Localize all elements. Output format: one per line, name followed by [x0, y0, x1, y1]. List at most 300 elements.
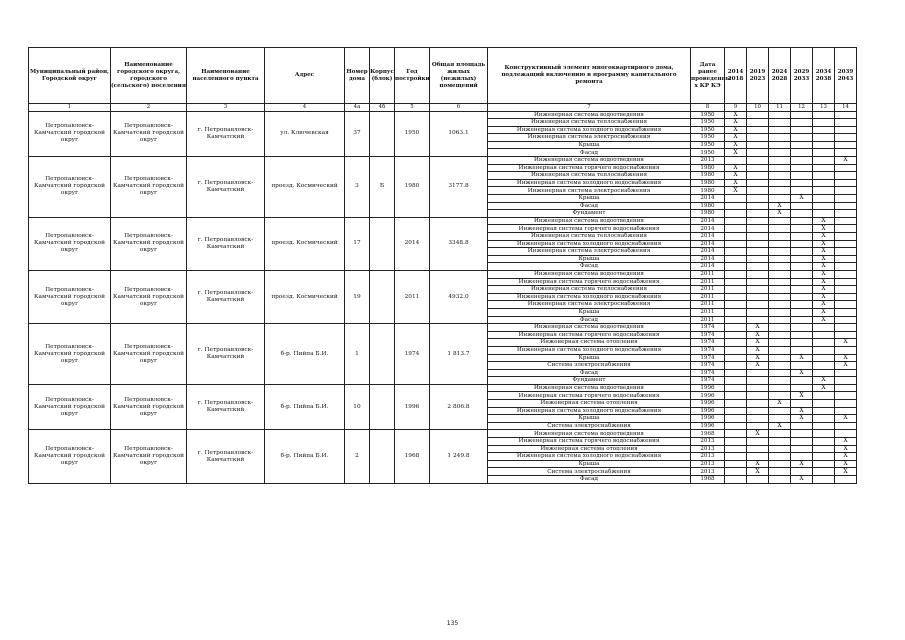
period-1-mark-cell: Х	[725, 164, 747, 172]
prev-repair-cell: 2011	[691, 308, 725, 316]
element-cell: Инженерная система холодного водоснабжения	[488, 293, 691, 301]
table-row	[29, 384, 857, 392]
period-3-mark-cell	[769, 301, 791, 309]
period-2-mark-cell	[747, 286, 769, 294]
element-cell: Инженерная система горячего водоснабжения	[488, 278, 691, 286]
building-settlement-cell: Петропавловск-Камчатский городской округ	[111, 217, 187, 270]
period-5-mark-cell	[813, 339, 835, 347]
header-municipality: Муниципальный район, Городской округ	[29, 48, 111, 104]
column-number: 4а	[345, 104, 370, 112]
building-house-cell: 10	[345, 384, 370, 430]
period-2-mark-cell: Х	[747, 346, 769, 354]
period-4-mark-cell	[791, 301, 813, 309]
period-1-mark-cell	[725, 415, 747, 423]
period-4-mark-cell	[791, 263, 813, 271]
period-5-mark-cell	[813, 141, 835, 149]
building-building-cell: Б	[370, 157, 395, 218]
period-6-mark-cell	[835, 278, 857, 286]
element-cell: Инженерная система холодного водоснабжения	[488, 126, 691, 134]
period-4-mark-cell	[791, 270, 813, 278]
period-6-mark-cell	[835, 111, 857, 119]
period-4-mark-cell	[791, 225, 813, 233]
period-4-mark-cell	[791, 157, 813, 165]
building-area-cell: 1063.1	[430, 111, 488, 157]
period-3-mark-cell	[769, 225, 791, 233]
building-house-cell: 1	[345, 324, 370, 385]
period-3-mark-cell	[769, 331, 791, 339]
prev-repair-cell: 1980	[691, 187, 725, 195]
element-cell: Инженерная система холодного водоснабжения	[488, 407, 691, 415]
repair-program-table	[28, 47, 857, 484]
period-3-mark-cell	[769, 187, 791, 195]
element-cell: Крыша	[488, 460, 691, 468]
building-building-cell	[370, 384, 395, 430]
period-1-mark-cell	[725, 453, 747, 461]
period-2-mark-cell	[747, 384, 769, 392]
period-5-mark-cell	[813, 438, 835, 446]
period-6-mark-cell: Х	[835, 354, 857, 362]
period-5-mark-cell	[813, 445, 835, 453]
header-year: Год постройки	[395, 48, 430, 104]
period-3-mark-cell	[769, 149, 791, 157]
period-1-mark-cell	[725, 460, 747, 468]
period-3-mark-cell	[769, 362, 791, 370]
header-row	[29, 48, 857, 104]
column-number: 2	[111, 104, 187, 112]
period-3-mark-cell	[769, 134, 791, 142]
period-5-mark-cell: Х	[813, 286, 835, 294]
period-3-mark-cell	[769, 111, 791, 119]
prev-repair-cell: 1974	[691, 354, 725, 362]
period-4-mark-cell	[791, 217, 813, 225]
period-3-mark-cell: Х	[769, 400, 791, 408]
header-prev-repair: Дата ранее проведенны х КР КЭ	[691, 48, 725, 104]
period-3-mark-cell	[769, 316, 791, 324]
period-6-mark-cell	[835, 255, 857, 263]
period-4-mark-cell	[791, 331, 813, 339]
period-3-mark-cell	[769, 164, 791, 172]
period-3-mark-cell	[769, 346, 791, 354]
period-3-mark-cell	[769, 195, 791, 203]
prev-repair-cell: 1974	[691, 369, 725, 377]
period-5-mark-cell	[813, 422, 835, 430]
period-1-mark-cell	[725, 217, 747, 225]
element-cell: Фасад	[488, 316, 691, 324]
period-5-mark-cell	[813, 392, 835, 400]
period-5-mark-cell: Х	[813, 293, 835, 301]
period-3-mark-cell	[769, 286, 791, 294]
prev-repair-cell: 2011	[691, 278, 725, 286]
column-number: 1	[29, 104, 111, 112]
period-5-mark-cell	[813, 149, 835, 157]
prev-repair-cell: 2011	[691, 293, 725, 301]
table-body	[29, 111, 857, 483]
column-number: 4	[265, 104, 345, 112]
period-2-mark-cell	[747, 225, 769, 233]
period-2-mark-cell	[747, 111, 769, 119]
period-6-mark-cell	[835, 316, 857, 324]
element-cell: Инженерная система электроснабжения	[488, 187, 691, 195]
element-cell: Крыша	[488, 354, 691, 362]
column-number: 7	[488, 104, 691, 112]
period-4-mark-cell	[791, 111, 813, 119]
prev-repair-cell: 1996	[691, 407, 725, 415]
building-area-cell: 3177.8	[430, 157, 488, 218]
column-number: 6	[430, 104, 488, 112]
period-1-mark-cell	[725, 377, 747, 385]
period-1-mark-cell	[725, 195, 747, 203]
period-4-mark-cell	[791, 134, 813, 142]
period-6-mark-cell: Х	[835, 460, 857, 468]
period-5-mark-cell	[813, 460, 835, 468]
period-5-mark-cell: Х	[813, 308, 835, 316]
period-3-mark-cell	[769, 339, 791, 347]
period-1-mark-cell	[725, 354, 747, 362]
period-2-mark-cell	[747, 415, 769, 423]
period-5-mark-cell: Х	[813, 263, 835, 271]
period-3-mark-cell	[769, 308, 791, 316]
element-cell: Инженерная система водоотведения	[488, 157, 691, 165]
element-cell: Фасад	[488, 476, 691, 484]
period-4-mark-cell	[791, 119, 813, 127]
period-1-mark-cell: Х	[725, 126, 747, 134]
header-period-1: 2014 2018	[725, 48, 747, 104]
period-1-mark-cell	[725, 392, 747, 400]
period-2-mark-cell	[747, 126, 769, 134]
period-6-mark-cell	[835, 263, 857, 271]
period-1-mark-cell	[725, 369, 747, 377]
period-2-mark-cell	[747, 202, 769, 210]
period-3-mark-cell	[769, 157, 791, 165]
period-1-mark-cell	[725, 324, 747, 332]
period-2-mark-cell	[747, 422, 769, 430]
period-6-mark-cell	[835, 286, 857, 294]
building-address-cell: б-р. Пийпа Б.И.	[265, 430, 345, 483]
header-element: Конструктивный элемент многоквартирного дома, подлежащий включению в программу капитального ремонта	[488, 48, 691, 104]
building-year-cell: 1996	[395, 384, 430, 430]
building-house-cell: 37	[345, 111, 370, 157]
period-4-mark-cell	[791, 422, 813, 430]
prev-repair-cell: 1996	[691, 422, 725, 430]
table-row	[29, 270, 857, 278]
period-6-mark-cell: Х	[835, 438, 857, 446]
period-1-mark-cell: Х	[725, 179, 747, 187]
building-area-cell: 4932.0	[430, 270, 488, 323]
period-1-mark-cell: Х	[725, 119, 747, 127]
period-1-mark-cell	[725, 438, 747, 446]
period-4-mark-cell: Х	[791, 369, 813, 377]
period-1-mark-cell	[725, 210, 747, 218]
element-cell: Инженерная система отопления	[488, 339, 691, 347]
period-6-mark-cell	[835, 400, 857, 408]
period-3-mark-cell	[769, 430, 791, 438]
element-cell: Фасад	[488, 263, 691, 271]
period-4-mark-cell: Х	[791, 476, 813, 484]
building-address-cell: проезд. Космический	[265, 217, 345, 270]
period-6-mark-cell	[835, 179, 857, 187]
building-address-cell: б-р. Пийпа Б.И.	[265, 324, 345, 385]
prev-repair-cell: 1974	[691, 339, 725, 347]
period-5-mark-cell	[813, 172, 835, 180]
building-building-cell	[370, 217, 395, 270]
period-6-mark-cell	[835, 202, 857, 210]
period-1-mark-cell: Х	[725, 111, 747, 119]
element-cell: Инженерная система водоотведения	[488, 430, 691, 438]
element-cell: Фундамент	[488, 210, 691, 218]
element-cell: Инженерная система водоотведения	[488, 384, 691, 392]
period-2-mark-cell	[747, 407, 769, 415]
column-number: 4б	[370, 104, 395, 112]
period-5-mark-cell	[813, 415, 835, 423]
header-period-6: 2039 2043	[835, 48, 857, 104]
period-6-mark-cell: Х	[835, 453, 857, 461]
column-number: 13	[813, 104, 835, 112]
period-1-mark-cell	[725, 407, 747, 415]
building-house-cell: 3	[345, 157, 370, 218]
building-municipality-cell: Петропавловск-Камчатский городской округ	[29, 384, 111, 430]
period-2-mark-cell	[747, 187, 769, 195]
period-3-mark-cell	[769, 453, 791, 461]
period-4-mark-cell: Х	[791, 354, 813, 362]
period-1-mark-cell: Х	[725, 149, 747, 157]
period-1-mark-cell	[725, 255, 747, 263]
period-6-mark-cell: Х	[835, 362, 857, 370]
period-5-mark-cell	[813, 195, 835, 203]
building-building-cell	[370, 324, 395, 385]
period-4-mark-cell	[791, 233, 813, 241]
period-3-mark-cell: Х	[769, 202, 791, 210]
prev-repair-cell: 2014	[691, 233, 725, 241]
building-municipality-cell: Петропавловск-Камчатский городской округ	[29, 111, 111, 157]
element-cell: Система электроснабжения	[488, 468, 691, 476]
period-5-mark-cell: Х	[813, 255, 835, 263]
period-2-mark-cell: Х	[747, 331, 769, 339]
building-building-cell	[370, 270, 395, 323]
period-1-mark-cell: Х	[725, 134, 747, 142]
building-area-cell: 1 813.7	[430, 324, 488, 385]
element-cell: Инженерная система теплоснабжения	[488, 233, 691, 241]
column-number: 10	[747, 104, 769, 112]
element-cell: Крыша	[488, 255, 691, 263]
period-6-mark-cell	[835, 324, 857, 332]
period-2-mark-cell	[747, 400, 769, 408]
building-area-cell: 1 249.8	[430, 430, 488, 483]
period-4-mark-cell	[791, 286, 813, 294]
period-4-mark-cell	[791, 210, 813, 218]
period-6-mark-cell	[835, 270, 857, 278]
period-5-mark-cell	[813, 126, 835, 134]
period-5-mark-cell: Х	[813, 217, 835, 225]
building-locality-cell: г. Петропавловск-Камчатский	[187, 384, 265, 430]
period-6-mark-cell	[835, 293, 857, 301]
period-3-mark-cell	[769, 293, 791, 301]
building-settlement-cell: Петропавловск-Камчатский городской округ	[111, 430, 187, 483]
prev-repair-cell: 1974	[691, 377, 725, 385]
prev-repair-cell: 2011	[691, 270, 725, 278]
period-1-mark-cell	[725, 240, 747, 248]
period-1-mark-cell: Х	[725, 141, 747, 149]
period-5-mark-cell: Х	[813, 248, 835, 256]
period-3-mark-cell	[769, 270, 791, 278]
period-3-mark-cell	[769, 468, 791, 476]
period-3-mark-cell: Х	[769, 422, 791, 430]
period-6-mark-cell: Х	[835, 339, 857, 347]
element-cell: Инженерная система горячего водоснабжения	[488, 438, 691, 446]
period-5-mark-cell	[813, 354, 835, 362]
period-2-mark-cell	[747, 233, 769, 241]
period-3-mark-cell	[769, 255, 791, 263]
building-locality-cell: г. Петропавловск-Камчатский	[187, 157, 265, 218]
period-1-mark-cell	[725, 225, 747, 233]
period-1-mark-cell: Х	[725, 172, 747, 180]
period-2-mark-cell	[747, 157, 769, 165]
period-6-mark-cell: Х	[835, 415, 857, 423]
period-4-mark-cell	[791, 149, 813, 157]
period-2-mark-cell: Х	[747, 460, 769, 468]
period-2-mark-cell	[747, 179, 769, 187]
prev-repair-cell: 1974	[691, 362, 725, 370]
prev-repair-cell: 2013	[691, 157, 725, 165]
period-4-mark-cell	[791, 255, 813, 263]
period-3-mark-cell	[769, 179, 791, 187]
building-locality-cell: г. Петропавловск-Камчатский	[187, 270, 265, 323]
period-5-mark-cell: Х	[813, 233, 835, 241]
period-1-mark-cell	[725, 346, 747, 354]
period-5-mark-cell	[813, 331, 835, 339]
building-building-cell	[370, 111, 395, 157]
period-4-mark-cell: Х	[791, 415, 813, 423]
period-3-mark-cell	[769, 377, 791, 385]
building-settlement-cell: Петропавловск-Камчатский городской округ	[111, 324, 187, 385]
period-2-mark-cell	[747, 172, 769, 180]
prev-repair-cell: 1950	[691, 134, 725, 142]
period-2-mark-cell	[747, 164, 769, 172]
building-municipality-cell: Петропавловск-Камчатский городской округ	[29, 157, 111, 218]
period-3-mark-cell	[769, 126, 791, 134]
period-2-mark-cell: Х	[747, 354, 769, 362]
period-2-mark-cell	[747, 476, 769, 484]
prev-repair-cell: 1950	[691, 141, 725, 149]
period-3-mark-cell	[769, 217, 791, 225]
period-2-mark-cell	[747, 438, 769, 446]
prev-repair-cell: 1996	[691, 384, 725, 392]
period-2-mark-cell: Х	[747, 339, 769, 347]
prev-repair-cell: 2011	[691, 286, 725, 294]
column-number: 12	[791, 104, 813, 112]
period-5-mark-cell	[813, 187, 835, 195]
period-4-mark-cell: Х	[791, 195, 813, 203]
period-3-mark-cell	[769, 141, 791, 149]
period-5-mark-cell	[813, 157, 835, 165]
period-4-mark-cell	[791, 240, 813, 248]
period-2-mark-cell: Х	[747, 362, 769, 370]
period-5-mark-cell	[813, 468, 835, 476]
period-6-mark-cell	[835, 392, 857, 400]
period-6-mark-cell	[835, 240, 857, 248]
building-year-cell: 2011	[395, 270, 430, 323]
element-cell: Инженерная система теплоснабжения	[488, 286, 691, 294]
period-5-mark-cell: Х	[813, 316, 835, 324]
element-cell: Инженерная система горячего водоснабжения	[488, 392, 691, 400]
period-5-mark-cell	[813, 362, 835, 370]
element-cell: Инженерная система электроснабжения	[488, 248, 691, 256]
header-period-3: 2024 2028	[769, 48, 791, 104]
period-5-mark-cell	[813, 119, 835, 127]
element-cell: Фундамент	[488, 377, 691, 385]
prev-repair-cell: 1980	[691, 179, 725, 187]
prev-repair-cell: 1996	[691, 392, 725, 400]
period-1-mark-cell	[725, 202, 747, 210]
prev-repair-cell: 2013	[691, 460, 725, 468]
period-2-mark-cell	[747, 301, 769, 309]
period-3-mark-cell	[769, 445, 791, 453]
period-3-mark-cell	[769, 354, 791, 362]
prev-repair-cell: 2013	[691, 468, 725, 476]
period-4-mark-cell	[791, 377, 813, 385]
header-locality: Наименование населенного пункта	[187, 48, 265, 104]
period-6-mark-cell	[835, 308, 857, 316]
element-cell: Фасад	[488, 202, 691, 210]
building-municipality-cell: Петропавловск-Камчатский городской округ	[29, 430, 111, 483]
period-5-mark-cell	[813, 202, 835, 210]
building-year-cell: 2014	[395, 217, 430, 270]
header-area: Общая площадь жилых (нежилых) помещений	[430, 48, 488, 104]
period-3-mark-cell	[769, 248, 791, 256]
building-settlement-cell: Петропавловск-Камчатский городской округ	[111, 270, 187, 323]
period-4-mark-cell	[791, 278, 813, 286]
period-3-mark-cell	[769, 278, 791, 286]
header-house: Номер дома	[345, 48, 370, 104]
building-settlement-cell: Петропавловск-Камчатский городской округ	[111, 157, 187, 218]
period-1-mark-cell	[725, 270, 747, 278]
column-number: 5	[395, 104, 430, 112]
period-6-mark-cell	[835, 248, 857, 256]
period-2-mark-cell	[747, 392, 769, 400]
period-4-mark-cell	[791, 248, 813, 256]
table-row	[29, 430, 857, 438]
period-2-mark-cell: Х	[747, 430, 769, 438]
period-3-mark-cell	[769, 233, 791, 241]
prev-repair-cell: 2011	[691, 301, 725, 309]
period-1-mark-cell	[725, 331, 747, 339]
element-cell: Инженерная система холодного водоснабжения	[488, 346, 691, 354]
period-2-mark-cell	[747, 369, 769, 377]
period-1-mark-cell	[725, 248, 747, 256]
period-2-mark-cell	[747, 293, 769, 301]
prev-repair-cell: 2014	[691, 255, 725, 263]
period-6-mark-cell	[835, 346, 857, 354]
header-period-2: 2019 2023	[747, 48, 769, 104]
period-3-mark-cell	[769, 438, 791, 446]
period-3-mark-cell	[769, 476, 791, 484]
period-5-mark-cell: Х	[813, 240, 835, 248]
period-1-mark-cell	[725, 430, 747, 438]
table-row	[29, 111, 857, 119]
period-1-mark-cell	[725, 445, 747, 453]
header-building: Корпус (блок)	[370, 48, 395, 104]
column-number: 9	[725, 104, 747, 112]
period-1-mark-cell	[725, 308, 747, 316]
period-2-mark-cell	[747, 240, 769, 248]
prev-repair-cell: 1950	[691, 119, 725, 127]
prev-repair-cell: 2013	[691, 453, 725, 461]
element-cell: Фасад	[488, 369, 691, 377]
table-row	[29, 217, 857, 225]
prev-repair-cell: 1974	[691, 331, 725, 339]
element-cell: Инженерная система отопления	[488, 445, 691, 453]
period-4-mark-cell	[791, 126, 813, 134]
period-1-mark-cell	[725, 384, 747, 392]
